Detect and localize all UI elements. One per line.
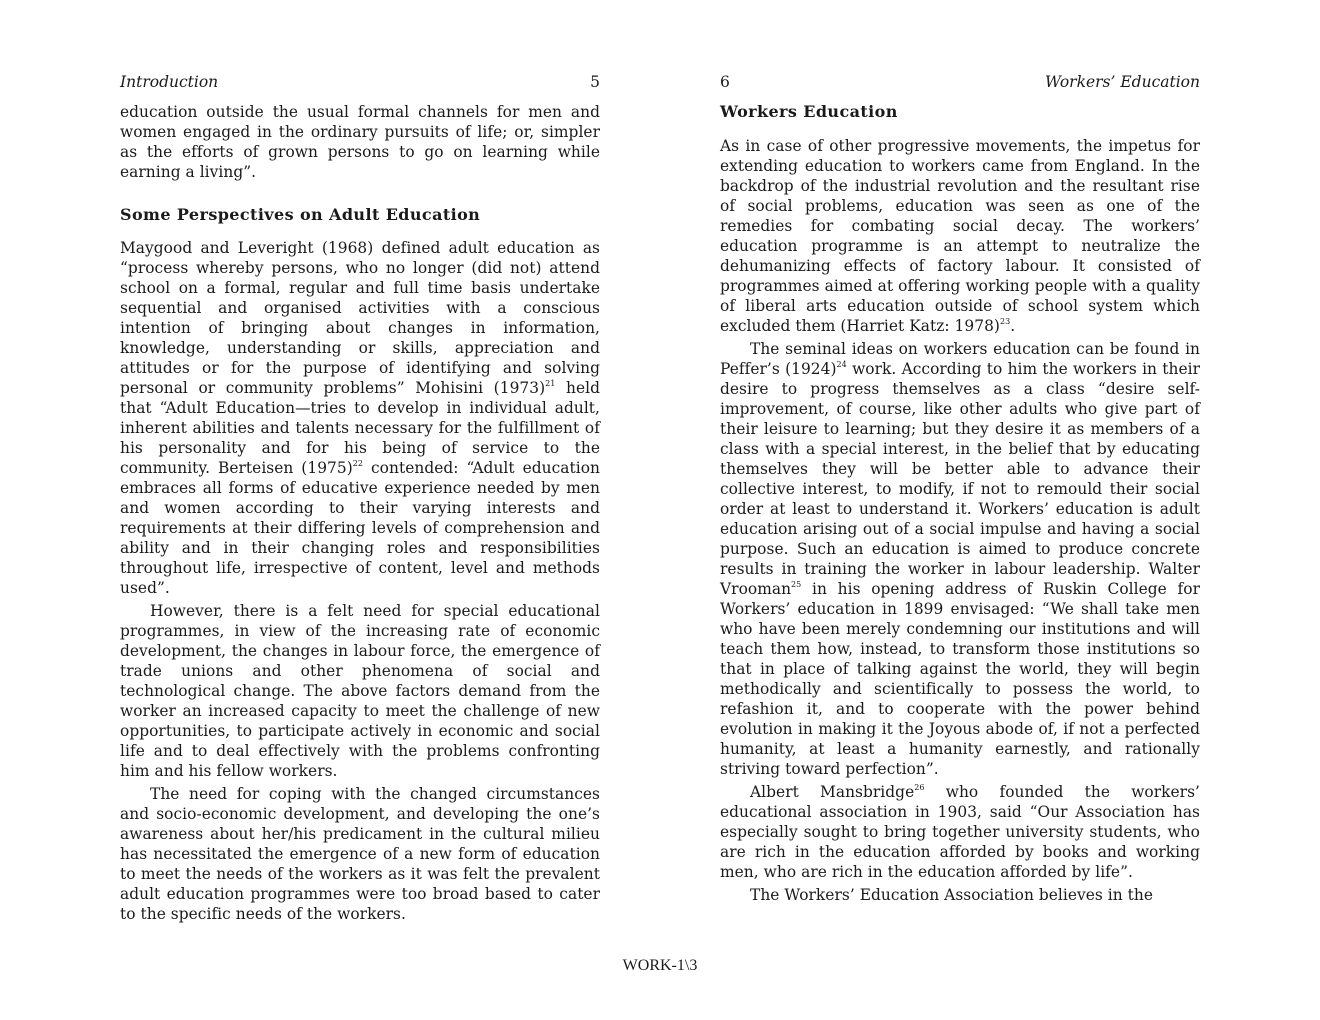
left-paragraph-1: education outside the usual formal channels for men and women engaged in the ordinary pursuits of life; or, simpler as the efforts of grown persons to go on learning while earning a living”.: [120, 103, 600, 181]
right-running-head: [720, 70, 1200, 94]
text-segment: The seminal ideas on workers education can be found in Peffer’s (1924): [720, 340, 1200, 378]
footer-label: WORK-1\3: [622, 957, 698, 974]
left-page-number: 5: [590, 73, 600, 91]
text-segment: held that “Adult Education—tries to develop in individual adult, inherent abilities and talents necessary for the fulfillment of his personality and for his being of service to the community. Berteisen (1975): [120, 379, 600, 477]
text-segment: who founded the workers’ educational association in 1903, said “Our Association has especially sought to bring together university students, who are rich in the education afforded by books and working men, who are rich in the education afforded by life”.: [720, 783, 1200, 881]
text-segment: in his opening address of Ruskin College for Workers’ education in 1899 envisaged: “We shall take men who have been merely condemning our institutions and will teach them how, instead, to transform those institutions so that in place of talking against the world, they will begin methodically and scientifically to possess the world, to refashion it, and to cooperate with the power behind evolution in making it the Joyous abode of, if not a perfected humanity, at least a humanity earnestly, and rationally striving toward perfection”.: [720, 580, 1200, 778]
right-paragraph-2: [720, 339, 1200, 779]
text-segment: Albert Mansbridge: [750, 783, 915, 801]
text-segment: work. According to him the workers in their desire to progress themselves as a class “desire self-improvement, of course, like other adults who give part of their leisure to learning; but they desire it as members of a class with a special interest, in the belief that by educating themselves they will be better able to advance their collective interest, to modify, if not to remould their social order at least to understand it. Workers’ education is adult education arising out of a social impulse and having a social purpose. Such an education is aimed to produce concrete results in training the worker in labour leadership. Walter Vrooman: [720, 360, 1200, 598]
right-page: [720, 70, 1200, 905]
section-heading-workers-education: Workers Education: [720, 102, 898, 121]
footnote-ref-24: 24: [836, 360, 847, 369]
left-page: [120, 70, 600, 924]
footnote-ref-21: 21: [545, 379, 556, 388]
text-segment: As in case of other progressive movements, the impetus for extending education to workers came from England. In the backdrop of the industrial revolution and the resultant rise of social problems, education was seen as one of the remedies for combating social decay. The workers’ education programme is an attempt to neutralize the dehumanizing effects of factory labour. It consisted of programmes aimed at offering working people with a quality of liberal arts education outside of school system which excluded them (Harriet Katz: 1978): [720, 137, 1200, 335]
footnote-ref-22: 22: [352, 459, 364, 468]
left-paragraph-2: [120, 238, 600, 598]
right-paragraph-4: The Workers’ Education Association believes in the: [750, 886, 1154, 904]
footnote-ref-25: 25: [791, 580, 802, 589]
right-running-title: Workers’ Education: [1044, 73, 1200, 91]
left-paragraph-4: The need for coping with the changed circumstances and socio-economic development, and developing the one’s awareness about her/his predicament in the cultural milieu has necessitated the emergence of a new form of education to meet the needs of the workers as it was felt the prevalent adult education programmes were too broad based to cater to the specific needs of the workers.: [120, 785, 600, 923]
text-segment: .: [1010, 317, 1016, 335]
left-running-head: [120, 70, 600, 94]
right-paragraph-1: [720, 136, 1200, 336]
section-heading-adult-education: Some Perspectives on Adult Education: [120, 205, 481, 224]
left-paragraph-3: However, there is a felt need for special educational programmes, in view of the increasing rate of economic development, the changes in labour force, the emergence of trade unions and other phenomena of social and technological change. The above factors demand from the worker an increased capacity to meet the challenge of new opportunities, to participate actively in economic and social life and to deal effectively with the problems confronting him and his fellow workers.: [120, 602, 600, 780]
left-running-title: Introduction: [120, 73, 219, 91]
right-page-number: 6: [720, 73, 730, 91]
footnote-ref-26: 26: [914, 783, 925, 792]
right-paragraph-3: [720, 782, 1200, 882]
text-segment: Maygood and Leveright (1968) defined adult education as “process whereby persons, who no longer (did not) attend school on a formal, regular and full time basis undertake sequential and organised activities with a conscious intention of bringing about changes in information, knowledge, understanding or skills, appreciation and attitudes or for the purpose of identifying and solving personal or community problems” Mohisini (1973): [120, 239, 600, 397]
text-segment: contended: “Adult education embraces all forms of educative experience needed by men and women according to their varying interests and requirements at their differing levels of comprehension and ability and in their changing roles and responsibilities throughout life, irrespective of content, level and methods used”.: [120, 459, 600, 597]
footnote-ref-23: 23: [999, 317, 1011, 326]
